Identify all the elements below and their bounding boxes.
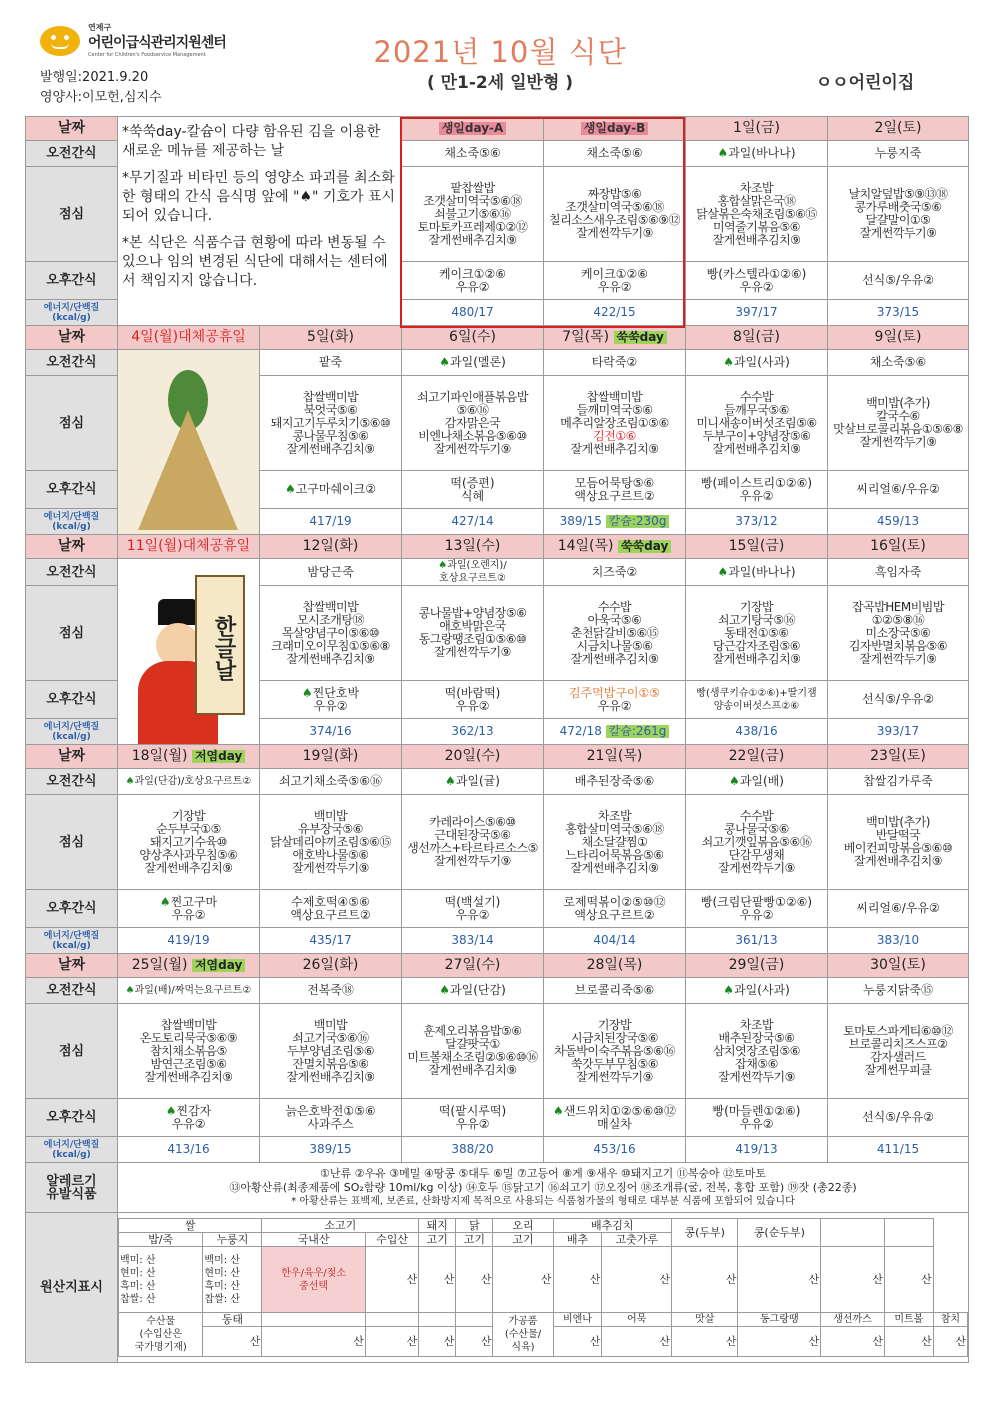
- pm-snack-cell: 떡(바람떡) 우유②: [402, 681, 544, 719]
- pm-snack-cell: 떡(팥시루떡) 우유②: [402, 1099, 544, 1137]
- am-snack-cell: ♠과일(바나나): [686, 141, 828, 167]
- spade-icon: ♠: [165, 1103, 177, 1118]
- spade-icon: ♠: [125, 776, 135, 787]
- spade-icon: ♠: [439, 983, 451, 997]
- energy-cell: 422/15: [544, 300, 686, 326]
- energy-cell: 374/16: [260, 719, 402, 745]
- lunch-cell: 짜장밥⑤⑥ 조갯살미역국⑤⑥⑱ 칠리소스새우조림⑤⑥⑨⑫ 잘게썬깍두기⑨: [544, 167, 686, 262]
- label-lunch: 점심: [26, 376, 118, 471]
- energy-cell: 472/18 칼슘:261g: [544, 719, 686, 745]
- daycare-name: ㅇㅇ어린이집: [815, 73, 915, 93]
- origin-value: 산: [872, 1335, 883, 1348]
- lunch-cell: 백미밥(추가) 반달떡국 베이컨피망볶음⑤⑥⑩ 잘게썬배추김치⑨: [828, 795, 969, 890]
- lunch-cell: 콩나물밥+양념장⑤⑥ 애호박맑은국 동그랑땡조림①⑤⑥⑩ 잘게썬깍두기⑨: [402, 586, 544, 681]
- label-lunch: 점심: [26, 795, 118, 890]
- lunch-cell: 기장밥 시금치된장국⑤⑥ 차돌박이숙주볶음⑤⑥⑯ 쑥갓두부무침⑤⑥ 잘게썬깍두기⑨: [544, 1004, 686, 1099]
- allergy-line1: ①난류 ②우유 ③메밀 ④땅콩 ⑤대두 ⑥밀 ⑦고등어 ⑧게 ⑨새우 ⑩돼지고기 ⑪복숭아 ⑫토마토: [320, 1166, 766, 1180]
- am-snack-cell: ♠과일(배)/짜먹는요구르트②: [118, 978, 260, 1004]
- date-cell: 16일(토): [828, 535, 969, 559]
- energy-cell: 459/13: [828, 509, 969, 535]
- label-date: 날짜: [26, 535, 118, 559]
- origin-value: 산: [659, 1335, 670, 1348]
- origin-value: 산: [443, 1335, 455, 1348]
- origin-value: 산: [353, 1335, 364, 1348]
- label-pm-snack: 오후간식: [26, 262, 118, 300]
- dietitian: 영양사:이모헌,심지수: [40, 90, 162, 105]
- date-cell: 30일(토): [828, 954, 969, 978]
- pm-snack-cell: 씨리얼⑥/우유②: [828, 890, 969, 928]
- pm-snack-cell: 떡(증편) 식혜: [402, 471, 544, 509]
- pm-snack-cell: ♠찐감자 우유②: [118, 1099, 260, 1137]
- origin-table-cell: [118, 1213, 969, 1363]
- am-snack-cell: 찹쌀김가루죽: [828, 769, 969, 795]
- energy-cell: 480/17: [402, 300, 544, 326]
- lunch-cell: 토마토스파게티⑥⑩⑫ 브로콜리치즈스프② 감자샐러드 잘게썬무피클: [828, 1004, 969, 1099]
- pm-snack-cell: 김주먹밥구이①⑤ 우유②: [544, 681, 686, 719]
- date-cell: 29일(금): [686, 954, 828, 978]
- am-snack-cell: ♠과일(단감): [402, 978, 544, 1004]
- day-tag: 저염day: [192, 750, 245, 763]
- origin-value: 산: [249, 1335, 261, 1348]
- spade-icon: ♠: [125, 985, 135, 996]
- date-cell: 18일(월) 저염day: [118, 745, 260, 769]
- energy-cell: 417/19: [260, 509, 402, 535]
- spade-icon: ♠: [553, 1103, 564, 1118]
- date-cell: 11일(월)대체공휴일: [118, 535, 260, 559]
- energy-cell: 373/15: [828, 300, 969, 326]
- note-1: *쑥쑥day-칼슘이 다량 함유된 김을 이용한 새로운 메뉴를 제공하는 날: [122, 124, 381, 159]
- am-snack-cell: ♠과일(단감)/호상요구르트②: [118, 769, 260, 795]
- center-logo: [40, 22, 270, 64]
- energy-cell: 362/13: [402, 719, 544, 745]
- note-3: *본 식단은 식품수급 현황에 따라 변동될 수 있으나 임의 변경된 식단에 대해서는 센터에서 책임지지 않습니다.: [122, 235, 388, 289]
- pm-snack-cell: 케이크①②⑥ 우유②: [544, 262, 686, 300]
- spade-icon: ♠: [445, 774, 456, 788]
- note-2: *무기질과 비타민 등의 영양소 파괴를 최소화한 형태의 간식 음식명 앞에 "♠" 기호가 표시되어 있습니다.: [122, 170, 395, 224]
- issue-date: 발행일:2021.9.20: [40, 70, 149, 85]
- allergy-line3: * 아황산류는 표백제, 보존료, 산화방지제 목적으로 사용되는 식품첨가물의 형태로 대부분 식품에 포함되어 있습니다: [291, 1195, 795, 1207]
- label-pm-snack: 오후간식: [26, 681, 118, 719]
- lunch-cell: 찹쌀백미밥 온도토리묵국⑤⑥⑨ 참치채소볶음⑤ 밤연근조림⑤⑥ 잘게썬배추김치⑨: [118, 1004, 260, 1099]
- origin-value: 산: [406, 1335, 418, 1348]
- lunch-cell: 훈제오리볶음밥⑤⑥ 달걀팟국① 미트볼채소조림②⑤⑥⑩⑯ 잘게썬배추김치⑨: [402, 1004, 544, 1099]
- pm-snack-cell: 빵(페이스트리①②⑥) 우유②: [686, 471, 828, 509]
- label-am-snack: 오전간식: [26, 978, 118, 1004]
- spade-icon: ♠: [717, 146, 729, 160]
- birthday-tag: 생일day-A: [439, 122, 507, 135]
- energy-cell: 389/15 칼슘:230g: [544, 509, 686, 535]
- date-cell: 5일(화): [260, 326, 402, 350]
- label-energy: 에너지/단백질 (kcal/g): [26, 1137, 118, 1163]
- label-am-snack: 오전간식: [26, 559, 118, 586]
- label-am-snack: 오전간식: [26, 141, 118, 167]
- date-cell: 8일(금): [686, 326, 828, 350]
- logo-name: 어린이급식관리지원센터: [88, 35, 226, 51]
- label-pm-snack: 오후간식: [26, 890, 118, 928]
- mountain-illustration: [118, 350, 260, 535]
- hangul-scroll: 한글날: [195, 575, 245, 715]
- day-tag: 쑥쑥day: [618, 540, 671, 553]
- label-energy: 에너지/단백질 (kcal/g): [26, 719, 118, 745]
- spade-icon: ♠: [723, 983, 735, 997]
- lunch-cell: 팥찹쌀밥 조갯살미역국⑤⑥⑱ 쇠불고기⑤⑥⑯ 토마토카프레제①②⑫ 잘게썬배추김치⑨: [402, 167, 544, 262]
- lunch-cell: 기장밥 순두부국①⑤ 돼지고기수육⑩ 양상추사과무침⑤⑥ 잘게썬배추김치⑨: [118, 795, 260, 890]
- energy-cell: 404/14: [544, 928, 686, 954]
- label-lunch: 점심: [26, 586, 118, 681]
- am-snack-cell: ♠과일(오렌지)/ 호상요구르트②: [402, 559, 544, 586]
- label-date: 날짜: [26, 326, 118, 350]
- am-snack-cell: 치즈죽②: [544, 559, 686, 586]
- am-snack-cell: ♠과일(사과): [686, 350, 828, 376]
- lunch-cell: 쇠고기파인애플볶음밥⑤⑥⑯ 감자맑은국 비엔나채소볶음⑤⑥⑩ 잘게썬깍두기⑨: [402, 376, 544, 471]
- am-snack-cell: 브로콜리죽⑤⑥: [544, 978, 686, 1004]
- date-cell: [544, 117, 686, 141]
- pm-snack-cell: 로제떡볶이②⑤⑩⑫ 액상요구르트②: [544, 890, 686, 928]
- origin-value: 산: [589, 1273, 601, 1286]
- lunch-cell: 수수밥 아욱국⑤⑥ 춘천닭갈비⑤⑥⑮ 시금치나물⑤⑥ 잘게썬배추김치⑨: [544, 586, 686, 681]
- lunch-cell: 찹쌀백미밥 모시조개탕⑱ 목살양념구이⑤⑥⑩ 크래미오이무침①⑤⑥⑧ 잘게썬배추김치⑨: [260, 586, 402, 681]
- pm-snack-cell: 선식⑤/우유②: [828, 262, 969, 300]
- date-cell: 4일(월)대체공휴일: [118, 326, 260, 350]
- spade-icon: ♠: [439, 355, 451, 369]
- origin-value: 산: [589, 1335, 601, 1348]
- pm-snack-cell: 빵(크림단팥빵①②⑥) 우유②: [686, 890, 828, 928]
- am-snack-cell: ♠과일(귤): [402, 769, 544, 795]
- pm-snack-cell: ♠찐고구마 우유②: [118, 890, 260, 928]
- label-date: 날짜: [26, 954, 118, 978]
- lunch-cell: 수수밥 콩나물국⑤⑥ 쇠고기깻잎볶음⑤⑥⑯ 단감무생채 잘게썬깍두기⑨: [686, 795, 828, 890]
- pm-snack-cell: 케이크①②⑥ 우유②: [402, 262, 544, 300]
- date-cell: 26일(화): [260, 954, 402, 978]
- origin-value: 산: [443, 1273, 455, 1286]
- date-cell: 20일(수): [402, 745, 544, 769]
- am-snack-cell: ♠과일(바나나): [686, 559, 828, 586]
- pm-snack-cell: ♠찐단호박 우유②: [260, 681, 402, 719]
- date-cell: 28일(목): [544, 954, 686, 978]
- label-am-snack: 오전간식: [26, 350, 118, 376]
- am-snack-cell: 누룽지죽: [828, 141, 969, 167]
- lunch-cell: 차조밥 배추된장국⑤⑥ 삼치엿장조림⑤⑥ 잡채⑤⑥ 잘게썬깍두기⑨: [686, 1004, 828, 1099]
- king-sejong-illustration: [118, 559, 260, 745]
- calcium-tag: 칼슘:261g: [606, 725, 670, 738]
- date-cell: 27일(수): [402, 954, 544, 978]
- pm-snack-cell: 빵(카스텔라①②⑥) 우유②: [686, 262, 828, 300]
- label-date: 날짜: [26, 117, 118, 141]
- energy-cell: 419/13: [686, 1137, 828, 1163]
- energy-cell: 383/14: [402, 928, 544, 954]
- energy-cell: 438/16: [686, 719, 828, 745]
- energy-cell: 413/16: [118, 1137, 260, 1163]
- smile-logo-icon: [40, 26, 80, 56]
- date-cell: 1일(금): [686, 117, 828, 141]
- am-snack-cell: 배추된장죽⑤⑥: [544, 769, 686, 795]
- energy-cell: 361/13: [686, 928, 828, 954]
- menu-table: [25, 116, 969, 1363]
- energy-cell: 435/17: [260, 928, 402, 954]
- energy-cell: 389/15: [260, 1137, 402, 1163]
- pm-snack-cell: 선식⑤/우유②: [828, 681, 969, 719]
- am-snack-cell: 채소죽⑤⑥: [544, 141, 686, 167]
- am-snack-cell: 채소죽⑤⑥: [402, 141, 544, 167]
- lunch-cell: 찹쌀백미밥 북엇국⑤⑥ 돼지고기두루치기⑤⑥⑩ 콩나물무침⑤⑥ 잘게썬배추김치⑨: [260, 376, 402, 471]
- origin-value: 산: [659, 1273, 670, 1286]
- page-title: 2021년 10월 식단: [373, 35, 627, 69]
- origin-value: 산: [872, 1273, 883, 1286]
- date-cell: 2일(토): [828, 117, 969, 141]
- pm-snack-cell: 빵(마들렌①②⑥) 우유②: [686, 1099, 828, 1137]
- am-snack-cell: 채소죽⑤⑥: [828, 350, 969, 376]
- lunch-cell: 기장밥 쇠고기탕국⑤⑯ 동태전①⑤⑥ 당근감자조림⑤⑥ 잘게썬배추김치⑨: [686, 586, 828, 681]
- page-subtitle: ( 만1-2세 일반형 ): [426, 73, 574, 93]
- notes-block: [118, 117, 402, 326]
- energy-cell: 419/19: [118, 928, 260, 954]
- energy-cell: 427/14: [402, 509, 544, 535]
- label-date: 날짜: [26, 745, 118, 769]
- origin-value: 산: [480, 1335, 492, 1348]
- logo-district: 연제구: [88, 23, 112, 32]
- lunch-cell: 백미밥 쇠고기국⑤⑥⑯ 두부양념조림⑤⑥ 잔멸치볶음⑤⑥ 잘게썬배추김치⑨: [260, 1004, 402, 1099]
- lunch-cell: 백미밥(추가) 칼국수⑥ 맛살브로콜리볶음①⑤⑥⑧ 잘게썬깍두기⑨: [828, 376, 969, 471]
- energy-cell: 383/10: [828, 928, 969, 954]
- date-cell: [402, 117, 544, 141]
- label-pm-snack: 오후간식: [26, 471, 118, 509]
- day-tag: 쑥쑥day: [614, 331, 667, 344]
- allergy-legend: [118, 1163, 969, 1213]
- origin-value: 산: [808, 1273, 820, 1286]
- lunch-cell: 찹쌀백미밥 들깨미역국⑤⑥ 메추리알장조림①⑤⑥ 김전①⑥ 잘게썬배추김치⑨: [544, 376, 686, 471]
- label-lunch: 점심: [26, 167, 118, 262]
- date-cell: 6일(수): [402, 326, 544, 350]
- am-snack-cell: 전복죽⑱: [260, 978, 402, 1004]
- date-cell: 19일(화): [260, 745, 402, 769]
- am-snack-cell: 흑임자죽: [828, 559, 969, 586]
- spade-icon: ♠: [723, 355, 735, 369]
- date-cell: 12일(화): [260, 535, 402, 559]
- date-cell: 15일(금): [686, 535, 828, 559]
- date-cell: 9일(토): [828, 326, 969, 350]
- date-cell: 22일(금): [686, 745, 828, 769]
- am-snack-cell: ♠과일(사과): [686, 978, 828, 1004]
- origin-value: 산: [808, 1335, 820, 1348]
- origin-value: 산: [921, 1273, 932, 1286]
- birthday-tag: 생일day-B: [581, 122, 648, 135]
- energy-cell: 411/15: [828, 1137, 969, 1163]
- pm-snack-cell: 씨리얼⑥/우유②: [828, 471, 969, 509]
- pm-snack-cell: 수제호떡④⑤⑥ 액상요구르트②: [260, 890, 402, 928]
- pm-snack-cell: 빵(생쿠키슈①②⑥)+딸기잼 양송이버섯스프②⑥: [686, 681, 828, 719]
- origin-value: 산: [725, 1273, 737, 1286]
- date-cell: 13일(수): [402, 535, 544, 559]
- pm-snack-cell: ♠샌드위치①②⑤⑥⑩⑫ 매실차: [544, 1099, 686, 1137]
- date-cell: 14일(목) 쑥쑥day: [544, 535, 686, 559]
- energy-cell: 388/20: [402, 1137, 544, 1163]
- lunch-cell: 백미밥 유부장국⑤⑥ 닭살데리야끼조림⑤⑥⑮ 애호박나물⑤⑥ 잘게썬깍두기⑨: [260, 795, 402, 890]
- spade-icon: ♠: [717, 564, 729, 579]
- label-allergy: 알레르기 유발식품: [26, 1163, 118, 1213]
- am-snack-cell: 쇠고기채소죽⑤⑥⑯: [260, 769, 402, 795]
- logo-english: Center for Children's Foodservice Management: [88, 52, 206, 58]
- energy-cell: 373/12: [686, 509, 828, 535]
- spade-icon: ♠: [159, 894, 171, 909]
- origin-value: 산: [540, 1273, 552, 1286]
- pm-snack-cell: 떡(백설기) 우유②: [402, 890, 544, 928]
- origin-value: 산: [480, 1273, 492, 1286]
- origin-value: 산: [406, 1273, 418, 1286]
- spade-icon: ♠: [284, 482, 296, 496]
- lunch-cell: 수수밥 들깨무국⑤⑥ 미니새송이버섯조림⑤⑥ 두부구이+양념장⑤⑥ 잘게썬배추김치⑨: [686, 376, 828, 471]
- lunch-cell: 차조밥 홍합살미역국⑤⑥⑱ 채소달걀찜① 느타리어묵볶음⑤⑥ 잘게썬배추김치⑨: [544, 795, 686, 890]
- energy-cell: 397/17: [686, 300, 828, 326]
- am-snack-cell: 타락죽②: [544, 350, 686, 376]
- date-cell: 23일(토): [828, 745, 969, 769]
- label-energy: 에너지/단백질 (kcal/g): [26, 509, 118, 535]
- pm-snack-cell: ♠고구마쉐이크②: [260, 471, 402, 509]
- label-energy: 에너지/단백질 (kcal/g): [26, 928, 118, 954]
- lunch-cell: 잡곡밥HEM비빔밥①②⑤⑧⑯ 미소장국⑤⑥ 김자반멸치볶음⑤⑥ 잘게썬깍두기⑨: [828, 586, 969, 681]
- date-cell: 25일(월) 저염day: [118, 954, 260, 978]
- am-snack-cell: 팥죽: [260, 350, 402, 376]
- pm-snack-cell: 모듬어묵탕⑤⑥ 액상요구르트②: [544, 471, 686, 509]
- am-snack-cell: ♠과일(배): [686, 769, 828, 795]
- am-snack-cell: 밤당근죽: [260, 559, 402, 586]
- origin-value: 산: [955, 1335, 966, 1348]
- spade-icon: ♠: [438, 560, 448, 571]
- calcium-tag: 칼슘:230g: [606, 515, 670, 528]
- am-snack-cell: 누룽지닭죽⑮: [828, 978, 969, 1004]
- am-snack-cell: ♠과일(멜론): [402, 350, 544, 376]
- lunch-cell: 차조밥 홍합살맑은국⑱ 닭살볶은숙채조림⑤⑥⑮ 미역줄기볶음⑤⑥ 잘게썬배추김치⑨: [686, 167, 828, 262]
- label-pm-snack: 오후간식: [26, 1099, 118, 1137]
- label-am-snack: 오전간식: [26, 769, 118, 795]
- pm-snack-cell: 선식⑤/우유②: [828, 1099, 969, 1137]
- origin-value: 산: [921, 1335, 932, 1348]
- allergy-line2: ⑬아황산류(최종제품에 SO₂함량 10ml/kg 이상) ⑭호두 ⑮닭고기 ⑯쇠고기 ⑰오징어 ⑱조개류(굴, 전복, 홍합 포함) ⑲잣 (총22종): [229, 1180, 857, 1194]
- label-energy: 에너지/단백질 (kcal/g): [26, 300, 118, 326]
- date-cell: 21일(목): [544, 745, 686, 769]
- pm-snack-cell: 늙은호박전①⑤⑥ 사과주스: [260, 1099, 402, 1137]
- energy-cell: 393/17: [828, 719, 969, 745]
- spade-icon: ♠: [301, 685, 313, 700]
- origin-value: 산: [725, 1335, 737, 1348]
- spade-icon: ♠: [729, 774, 740, 788]
- energy-cell: 453/16: [544, 1137, 686, 1163]
- lunch-cell: 날치알덮밥⑤⑨⑬⑱ 콩가루배춧국⑤⑥ 달걀말이①⑤ 잘게썬깍두기⑨: [828, 167, 969, 262]
- label-lunch: 점심: [26, 1004, 118, 1099]
- label-origin: 원산지표시: [26, 1213, 118, 1363]
- lunch-cell: 카레라이스⑤⑥⑩ 근대된장국⑤⑥ 생선까스+타르타르소스⑤ 잘게썬깍두기⑨: [402, 795, 544, 890]
- date-cell: 7일(목) 쑥쑥day: [544, 326, 686, 350]
- origin-table: 쌀 소고기 돼지 닭 오리 배추김치 콩(두부) 콩(순두부) 밥/죽 누룽지 국내산 수입산 고기 고기 고기 배추 고춧가루 백미: 산 현미: 산 흑미: 산 찹쌀: 산 백미: 산 현미: 산 흑미: 산 찹쌀: 산 한우/육우/젖소 중선택 산 산 산 산 산 산 산 산 산 산 수산물 (수입산은 국가명기재) 동태 가공품 (수산물/ 식육) 비엔나 어묵 맛살 동그랑땡 생선까스 미트볼 참치 산 산 산 산 산 산 산 산 산 산 산 산: [118, 1218, 968, 1357]
- day-tag: 저염day: [192, 959, 245, 972]
